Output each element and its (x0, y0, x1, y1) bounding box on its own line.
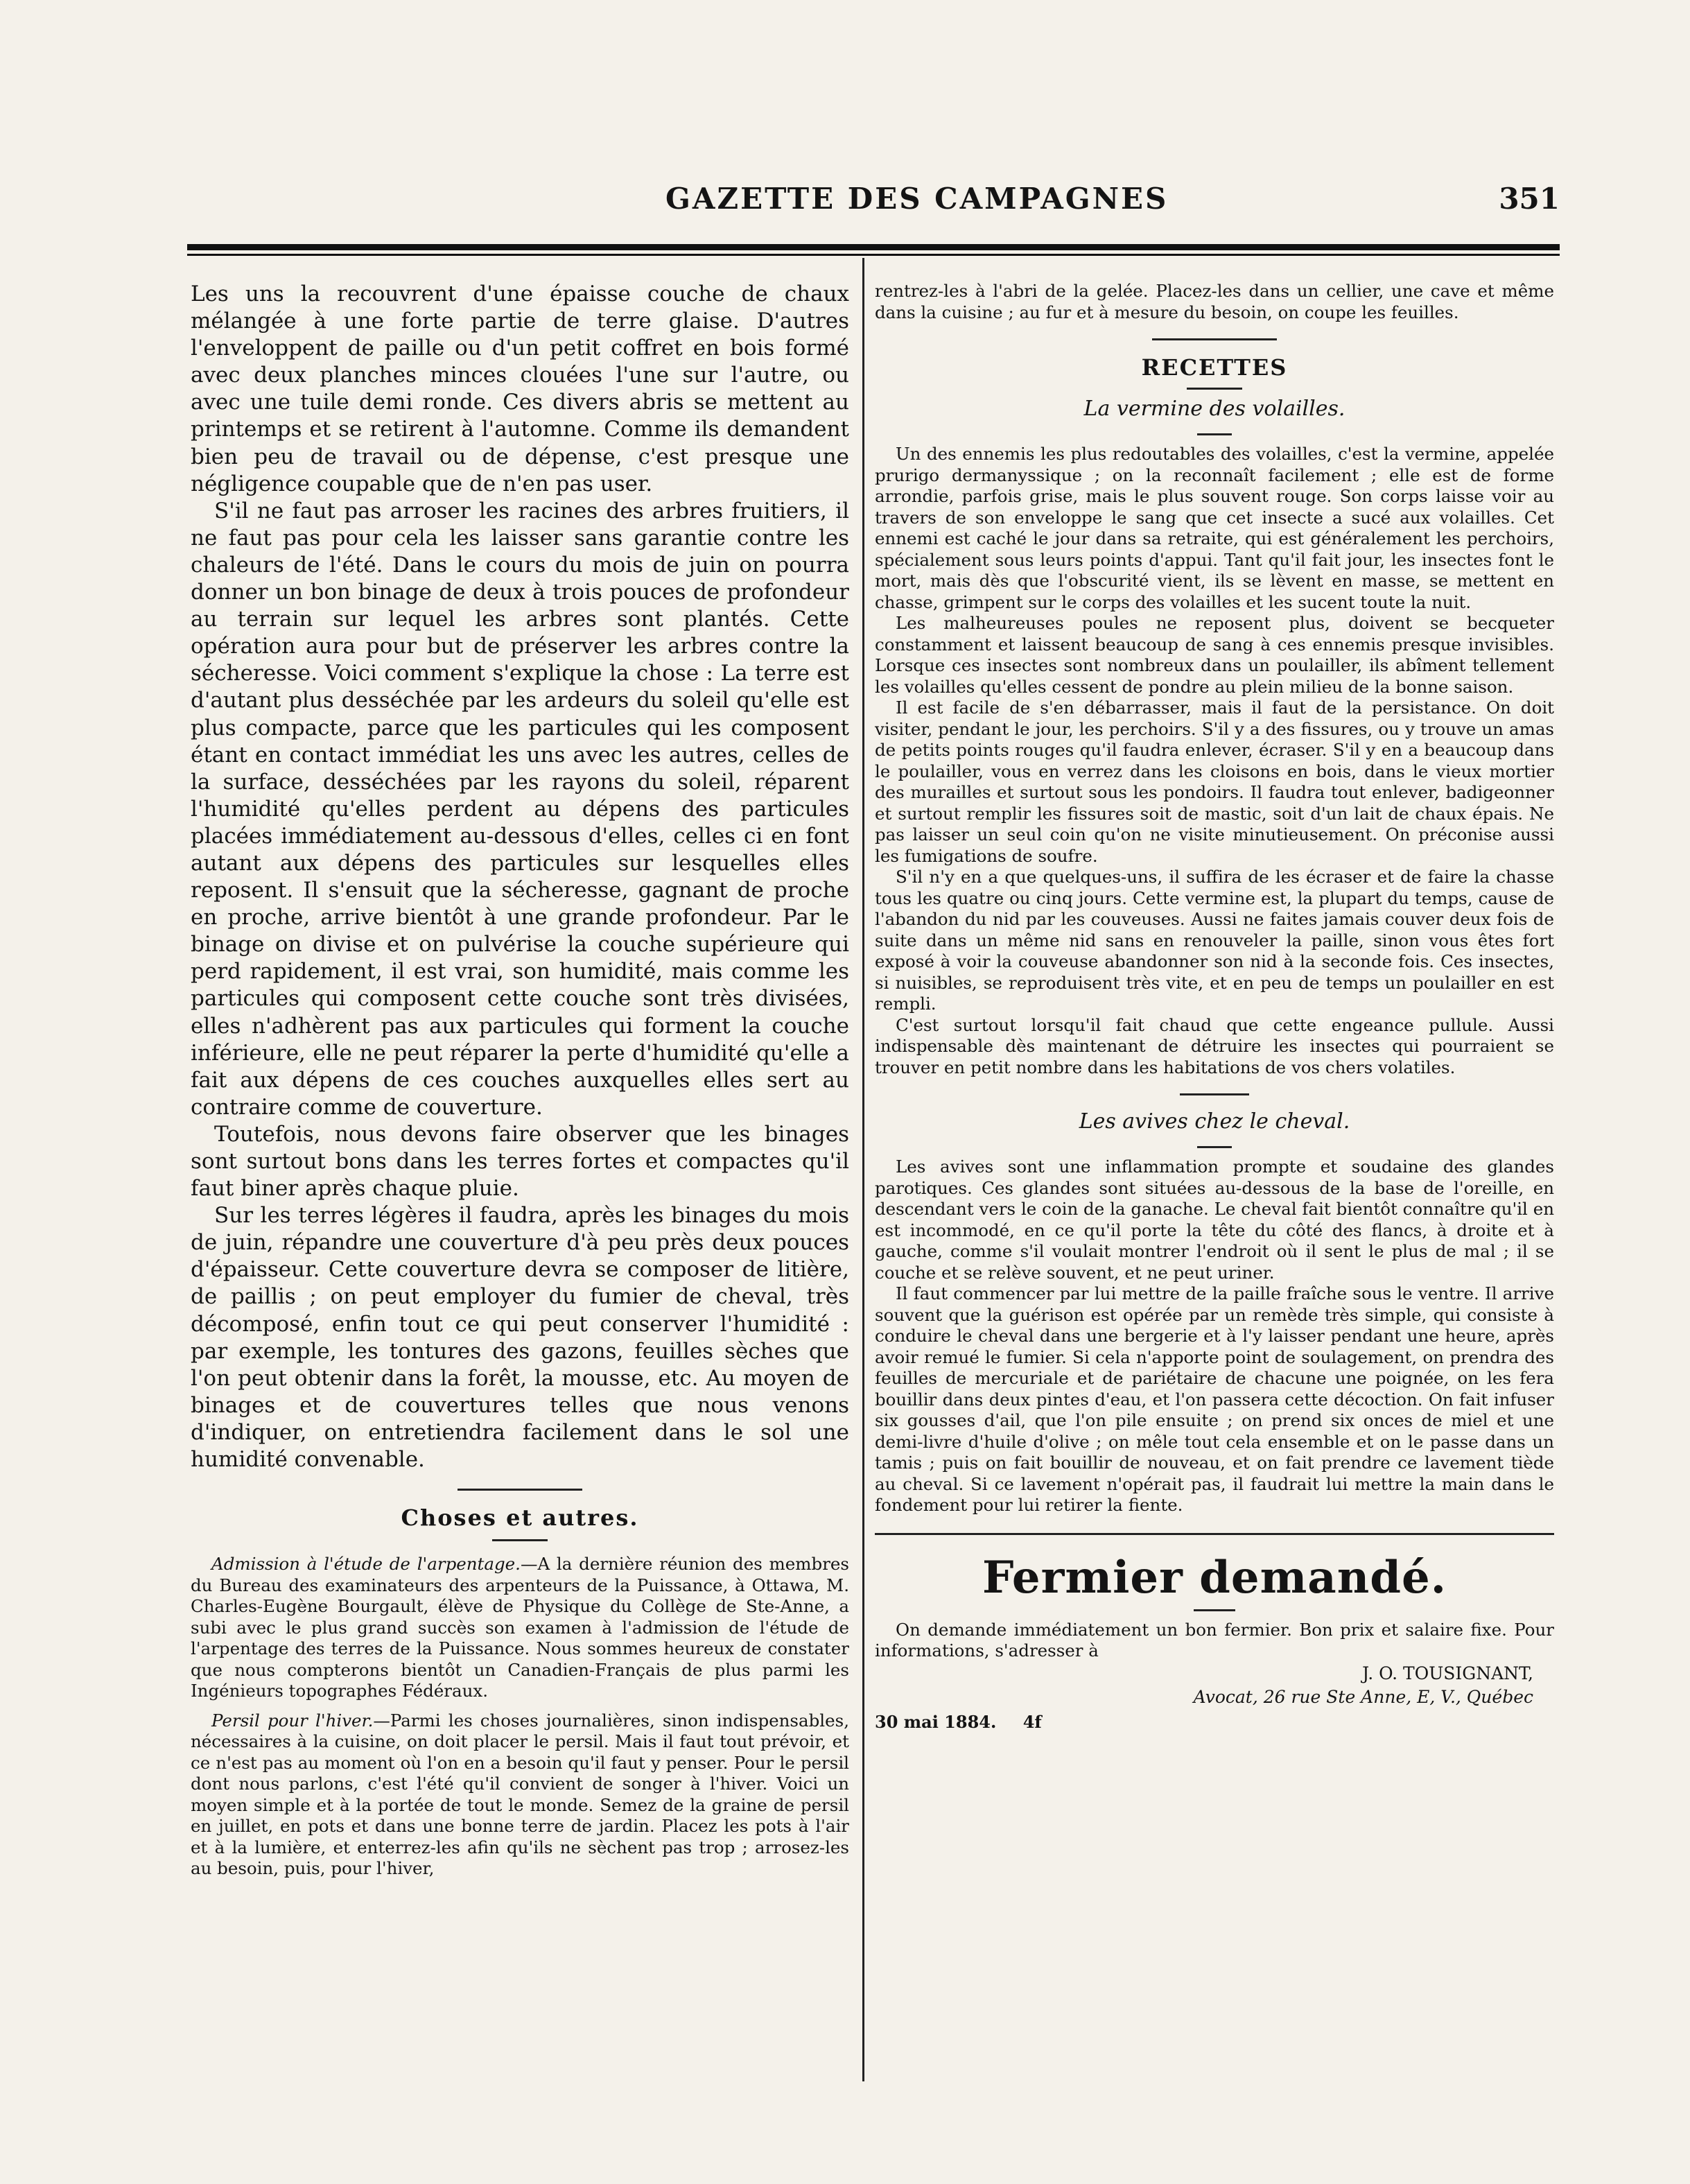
paragraph: C'est surtout lorsqu'il fait chaud que cette engeance pullule. Aussi indispensable dès maintenant de détruire les insectes qui pourraient se trouver en petit nombre dans les habitations de vos chers volatiles. (875, 1014, 1554, 1077)
ad-separator (875, 1533, 1554, 1535)
ad-date: 30 mai 1884. (875, 1711, 997, 1732)
news-item (191, 1554, 849, 1702)
section-separator (1152, 338, 1277, 340)
paragraph: Toutefois, nous devons faire observer que les binages sont surtout bons dans les terres fortes et compactes qu'il faut biner après chaque pluie. (191, 1121, 849, 1202)
gazette-title: GAZETTE DES CAMPAGNES (665, 182, 1169, 216)
paragraph: S'il ne faut pas arroser les racines des arbres fruitiers, il ne faut pas pour cela les laisser sans garantie contre les chaleurs de l'été. Dans le cours du mois de juin on pourra donner un bon binage de deux à trois pouces de profondeur au terrain sur lequel les arbres sont plantés. Cette opération aura pour but de préserver les arbres contre la sécheresse. Voici comment s'explique la chose : La terre est d'autant plus desséchée par les ardeurs du soleil qu'elle est plus compacte, parce que les particules qui les composent étant en contact immédiat les uns avec les autres, celles de la surface, desséchées par les rayons du soleil, réparent l'humidité qu'elles perdent au dépens des particules placées immédiatement au-dessous d'elles, celles ci en font autant aux dépens des particules sur lesquelles elles reposent. Il s'ensuit que la sécheresse, gagnant de proche en proche, arrive bientôt à une grande profondeur. Par le binage on divise et on pulvérise la couche supérieure qui perd rapidement, il est vrai, son humidité, mais comme les particules qui composent cette couche sont très divisées, elles n'adhèrent pas aux particules qui forment la couche inférieure, elle ne peut réparer la perte d'humidité qu'elle a fait aux dépens de ces couches auxquelles elles sert au contraire comme de couverture. (191, 498, 849, 1120)
ad-name: J. O. TOUSIGNANT, (1362, 1663, 1533, 1683)
left-column (191, 281, 849, 1880)
news-item (191, 1710, 849, 1880)
title-underline (492, 1539, 548, 1541)
right-column (875, 281, 1554, 1732)
paragraph: S'il n'y en a que quelques-uns, il suffira de les écraser et de faire la chasse tous les quatre ou cinq jours. Cette vermine est, la plupart du temps, cause de l'abandon du nid par les couveuses. Aussi ne faites jamais couver deux fois de suite dans un même nid sans en renouveler la paille, sinon vous êtes fort exposé à voir la couveuse abandonner son nid à la seconde fois. Ces insectes, si nuisibles, se reproduisent très vite, et en peu de temps un poulailler en est rempli. (875, 867, 1554, 1014)
paragraph: Il faut commencer par lui mettre de la paille fraîche sous le ventre. Il arrive souvent que la guérison est opérée par un remède très simple, qui consiste à conduire le cheval dans une bergerie et à l'y laisser pendant une heure, après avoir remué le fumier. Si cela n'apporte point de soulagement, on prendra des feuilles de mercuriale et de pariétaire de chacune une poignée, on les fera bouillir dans deux pintes d'eau, et l'on passera cette décoction. On fait infuser six gousses d'ail, que l'on pile ensuite ; on prend six onces de miel et une demi-livre d'huile d'olive ; on mêle tout cela ensemble et on le passe dans un tamis ; puis on fait bouillir de nouveau, et on fait prendre ce lavement tiède au cheval. Si ce lavement n'opérait pas, il faudrait lui mettre la main dans le fondement pour lui retirer la fiente. (875, 1283, 1554, 1515)
item-text: —A la dernière réunion des membres du Bureau des examinateurs des arpenteurs de la Puissance, à Ottawa, M. Charles-Eugène Bourgault, élève de Physique du Collège de Ste-Anne, a subi avec le plus grand succès son examen à l'admission de l'étude de l'arpentage des terres de la Puissance. Nous sommes heureux de constater que nous compterons bientôt un Canadien-Français de plus parmi les Ingénieurs topographes Fédéraux. (191, 1554, 849, 1701)
section-title-recettes: RECETTES (1141, 354, 1288, 381)
choses-items (191, 1554, 849, 1880)
title-underline (1197, 433, 1232, 435)
continuation-block (875, 281, 1554, 323)
paragraph: Il est facile de s'en débarrasser, mais il faut de la persistance. On doit visiter, pendant le jour, les perchoirs. S'il y a des fissures, ou y trouve un amas de petits points rouges qu'il faudra enlever, écraser. S'il y en a beaucoup dans le poulailler, vous en verrez dans les cloisons en bois, dans le vieux mortier des murailles et surtout sous les pondoirs. Il faudra tout enlever, badigeonner et surtout remplir les fissures soit de mastic, soit d'un lait de chaux épais. Ne pas laisser un seul coin qu'on ne visite minutieusement. On préconise aussi les fumigations de soufre. (875, 697, 1554, 866)
page-header (187, 182, 1560, 223)
paragraph: Les avives sont une inflammation prompte et soudaine des glandes parotiques. Ces glandes sont situées au-dessous de la base de l'oreille, en descendant vers le coin de la ganache. Le cheval fait bientôt connaître qu'il en est incommodé, en ce qu'il porte la tête du côté des flancs, à droite et à gauche, comme s'il voulait montrer l'endroit où il sent le plus de mal ; il se couche et se relève souvent, et ne peut uriner. (875, 1156, 1554, 1283)
main-article (191, 281, 849, 1473)
article-vermine (875, 444, 1554, 1078)
continuation-text: rentrez-les à l'abri de la gelée. Placez-les dans un cellier, une cave et même dans la cuisine ; au fur et à mesure du besoin, on coupe les feuilles. (875, 281, 1554, 322)
ad-title: Fermier demandé. (982, 1551, 1447, 1604)
ad-signature (875, 1662, 1533, 1709)
article-title-avives: Les avives chez le cheval. (1079, 1109, 1350, 1134)
section-separator (1180, 1093, 1249, 1095)
title-underline (1197, 1146, 1232, 1148)
item-text: —Parmi les choses journalières, sinon indispensables, nécessaires à la cuisine, on doit placer le persil. Mais il faut tout prévoir, et ce n'est pas au moment où l'on en a besoin qu'il faut y penser. Pour le persil dont nous parlons, c'est l'été qu'il convient de songer à l'hiver. Voici un moyen simple et à la portée de tout le monde. Semez de la graine de persil en juillet, en pots et dans une bonne terre de jardin. Placez les pots à l'air et à la lumière, et enterrez-les afin qu'ils ne sèchent pas trop ; arrosez-les au besoin, puis, pour l'hiver, (191, 1710, 849, 1879)
ad-date-line (875, 1712, 1554, 1732)
section-title-choses: Choses et autres. (401, 1505, 639, 1532)
paragraph: Les malheureuses poules ne reposent plus, doivent se becqueter constamment et laissent beaucoup de sang à ces ennemis presque invisibles. Lorsque ces insectes sont nombreux dans un poulailler, ils abîment tellement les volailles qu'elles cessent de pondre au plein milieu de la bonne saison. (875, 613, 1554, 697)
title-underline (1187, 388, 1242, 390)
section-separator (458, 1489, 582, 1491)
ad-body (875, 1620, 1554, 1662)
article-avives (875, 1156, 1554, 1516)
page-number: 351 (1499, 182, 1560, 216)
ad-address: Avocat, 26 rue Ste Anne, E, V., Québec (1193, 1686, 1533, 1707)
ad-code: 4f (1022, 1711, 1042, 1732)
header-rule-thick (187, 244, 1560, 250)
title-underline (1194, 1609, 1235, 1611)
paragraph: Sur les terres légères il faudra, après les binages du mois de juin, répandre une couverture d'à peu près deux pouces d'épaisseur. Cette couverture devra se composer de litière, de paillis ; on peut employer du fumier de cheval, très décomposé, enfin tout ce qui peut conserver l'humidité : par exemple, les tontures des gazons, feuilles sèches que l'on peut obtenir dans la forêt, la mousse, etc. Au moyen de binages et de couvertures telles que nous venons d'indiquer, on entretiendra facilement dans le sol une humidité convenable. (191, 1203, 849, 1473)
paragraph: Les uns la recouvrent d'une épaisse couche de chaux mélangée à une forte partie de terre glaise. D'autres l'enveloppent de paille ou d'un petit coffret en bois formé avec deux planches minces clouées l'une sur l'autre, ou avec une tuile demi ronde. Ces divers abris se mettent au printemps et se retirent à l'automne. Comme ils demandent bien peu de travail ou de dépense, c'est presque une négligence coupable que de n'en pas user. (191, 281, 849, 496)
paragraph: Un des ennemis les plus redoutables des volailles, c'est la vermine, appelée prurigo dermanyssique ; on la reconnaît facilement ; elle est de forme arrondie, parfois grise, mais le plus souvent rouge. Son corps laisse voir au travers de son enveloppe le sang que cet insecte a sucé aux volailles. Cet ennemi est caché le jour dans sa retraite, qui est généralement les perchoirs, spécialement sous leurs points d'appui. Tant qu'il fait jour, les insectes font le mort, mais dès que l'obscurité vient, ils se lèvent en masse, se mettent en chasse, grimpent sur le corps des volailles et les sucent toute la nuit. (875, 444, 1554, 612)
header-rule-thin (187, 254, 1560, 256)
column-divider (862, 258, 864, 2081)
ad-text: On demande immédiatement un bon fermier. Bon prix et salaire fixe. Pour informations, s'adresser à (875, 1619, 1554, 1661)
article-title-vermine: La vermine des volailles. (1083, 397, 1345, 421)
item-lead: Persil pour l'hiver. (211, 1710, 374, 1731)
item-lead: Admission à l'étude de l'arpentage. (211, 1554, 521, 1575)
